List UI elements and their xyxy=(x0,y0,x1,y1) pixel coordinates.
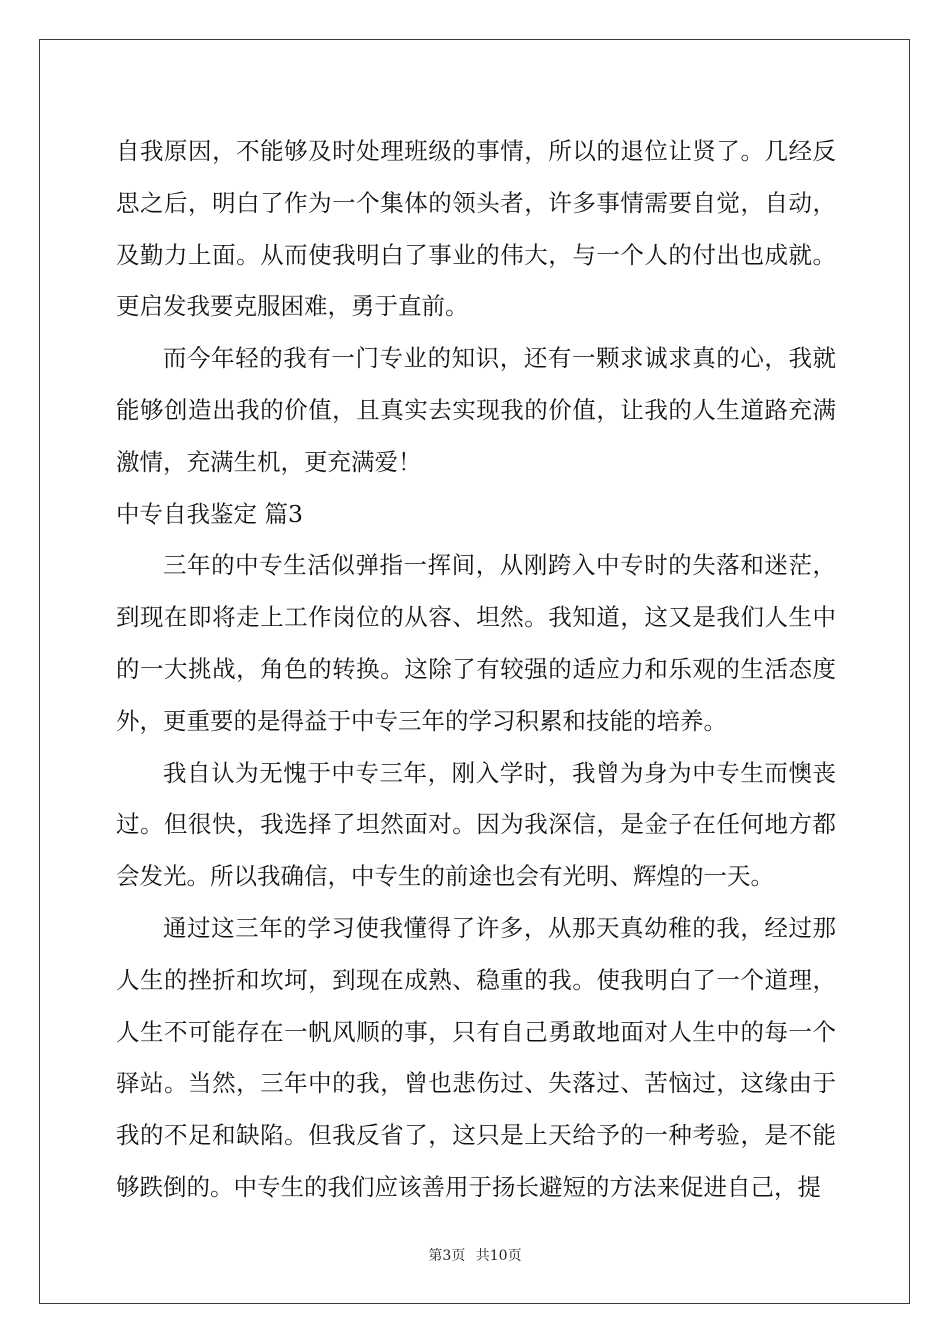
section-paragraph-2: 我自认为无愧于中专三年，刚入学时，我曾为身为中专生而懊丧过。但很快，我选择了坦然面对。因为我深信，是金子在任何地方都会发光。所以我确信，中专生的前途也会有光明、辉煌的一天。 xyxy=(116,758,836,891)
section-paragraph-1: 三年的中专生活似弹指一挥间，从刚跨入中专时的失落和迷茫，到现在即将走上工作岗位的从容、坦然。我知道，这又是我们人生中的一大挑战，角色的转换。这除了有较强的适应力和乐观的生活态度外，更重要的是得益于中专三年的学习积累和技能的培养。 xyxy=(116,551,836,735)
document-body xyxy=(116,126,836,1214)
page-footer: 第3页 共10页 xyxy=(428,1248,522,1264)
paragraph-2: 而今年轻的我有一门专业的知识，还有一颗求诚求真的心，我就能够创造出我的价值，且真实去实现我的价值，让我的人生道路充满激情，充满生机，更充满爱！ xyxy=(116,344,836,476)
section-paragraph-3: 通过这三年的学习使我懂得了许多，从那天真幼稚的我，经过那人生的挫折和坎坷，到现在成熟、稳重的我。使我明白了一个道理，人生不可能存在一帆风顺的事，只有自己勇敢地面对人生中的每一个驿站。当然，三年中的我，曾也悲伤过、失落过、苦恼过，这缘由于我的不足和缺陷。但我反省了，这只是上天给予的一种考验，是不能够跌倒的。中专生的我们应该善用于扬长避短的方法来促进自己，提 xyxy=(116,913,836,1201)
paragraph-1: 自我原因，不能够及时处理班级的事情，所以的退位让贤了。几经反思之后，明白了作为一个集体的领头者，许多事情需要自觉，自动，及勤力上面。从而使我明白了事业的伟大，与一个人的付出也成就。更启发我要克服困难，勇于直前。 xyxy=(116,137,836,321)
section-heading: 中专自我鉴定 篇3 xyxy=(116,499,303,528)
